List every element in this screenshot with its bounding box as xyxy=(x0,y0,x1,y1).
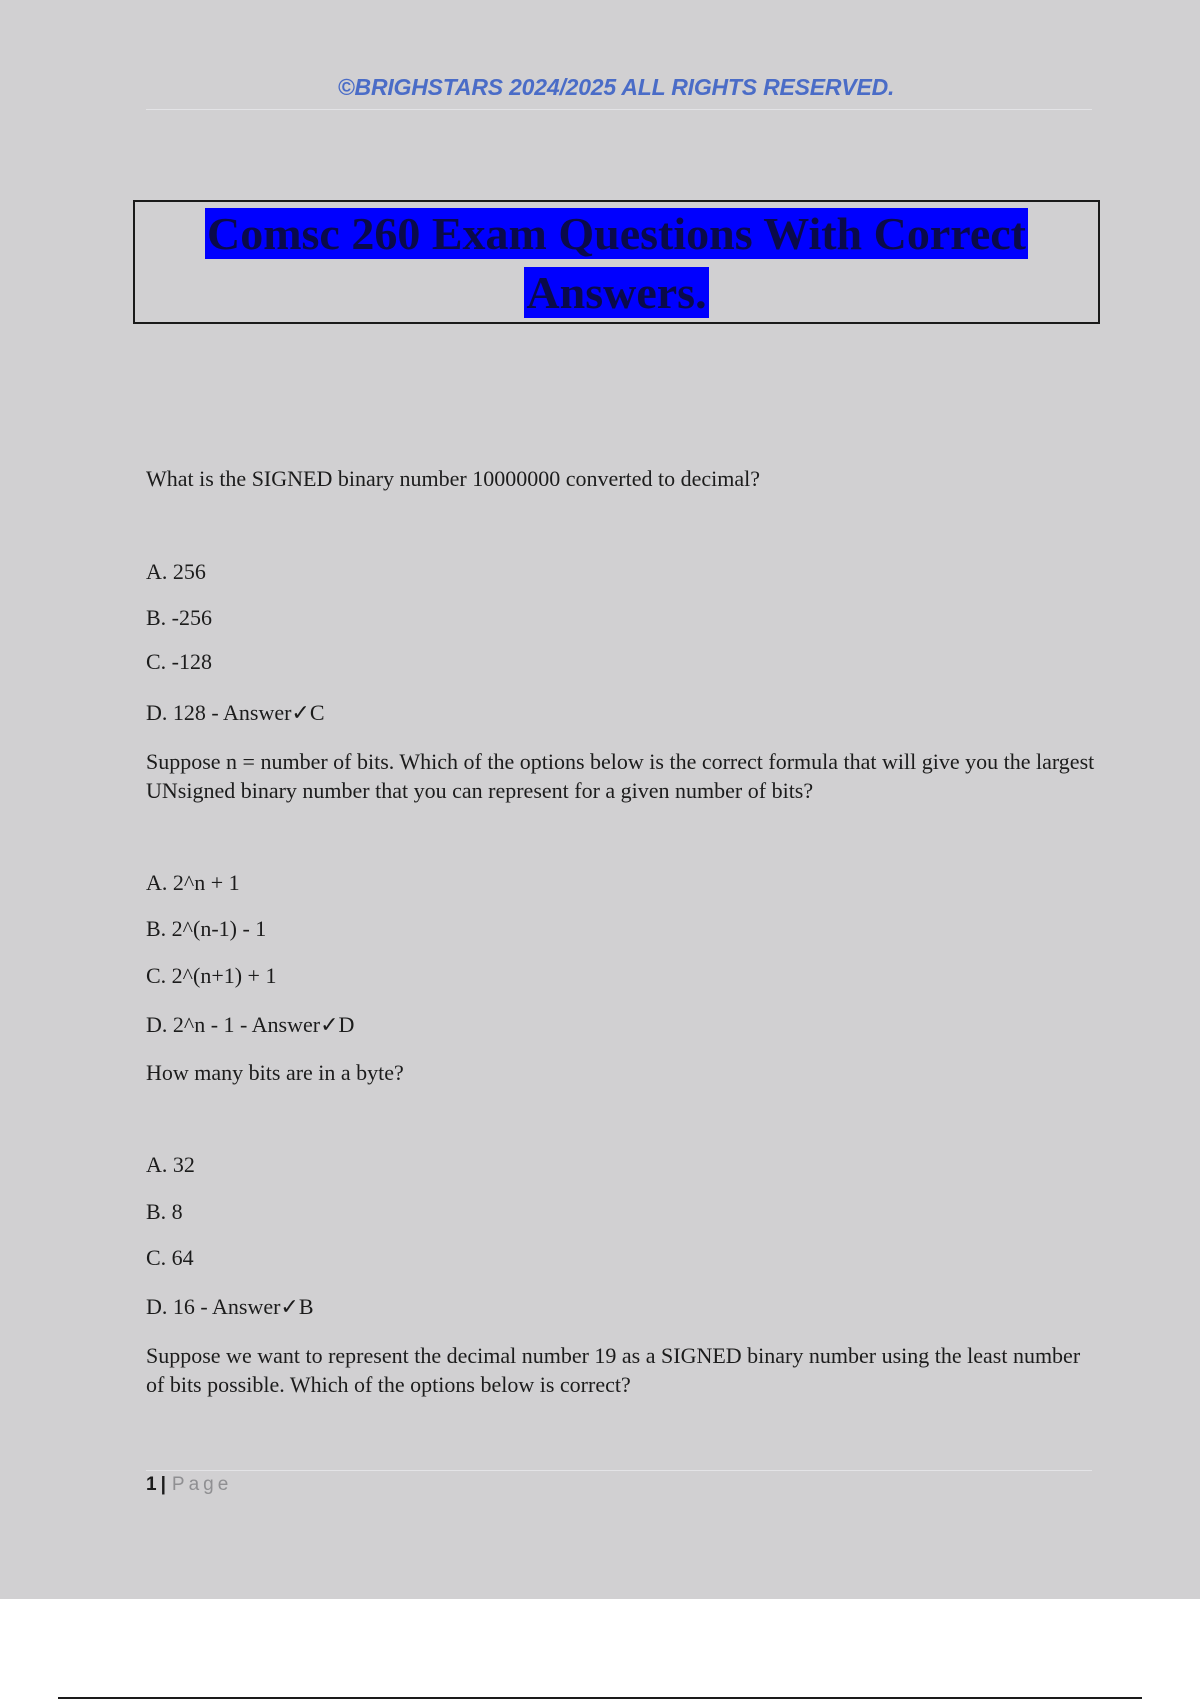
copyright-header: ©BRIGHSTARS 2024/2025 ALL RIGHTS RESERVED. xyxy=(337,74,895,100)
question-1-option-a: A. 256 xyxy=(146,559,206,584)
question-1-prompt: What is the SIGNED binary number 10000000 converted to decimal? xyxy=(146,466,761,491)
question-1-option-c: C. -128 xyxy=(146,649,212,674)
question-2-option-a: A. 2^n + 1 xyxy=(146,870,240,895)
question-2-option-d: D. 2^n - 1 - Answer✓D xyxy=(146,1012,355,1037)
question-3-option-a: A. 32 xyxy=(146,1152,195,1177)
title-text-1: Comsc 260 Exam Questions With Correct xyxy=(206,208,1026,259)
question-3-option-d: D. 16 - Answer✓B xyxy=(146,1294,314,1319)
question-2-prompt: Suppose n = number of bits. Which of the options below is the correct formula that will give you the largest UNsigned binary number that you can represent for a given number of bits? xyxy=(146,749,1095,803)
title-text-2: Answers. xyxy=(526,267,707,318)
question-2-option-c: C. 2^(n+1) + 1 xyxy=(146,963,277,988)
question-3-option-c: C. 64 xyxy=(146,1245,194,1270)
question-3-prompt: How many bits are in a byte? xyxy=(146,1060,404,1085)
question-3-option-b: B. 8 xyxy=(146,1199,183,1224)
question-4-prompt: Suppose we want to represent the decimal number 19 as a SIGNED binary number using the least number of bits possible. Which of the options below is correct? xyxy=(146,1343,1081,1397)
title-line-2 xyxy=(135,265,1098,321)
title-line-1 xyxy=(135,206,1098,262)
page-number: 1 xyxy=(146,1474,157,1495)
page-label: Page xyxy=(171,1474,233,1495)
question-2-option-b: B. 2^(n-1) - 1 xyxy=(146,916,267,941)
title-box xyxy=(133,200,1100,324)
bottom-divider xyxy=(58,1697,1142,1699)
question-1-option-b: B. -256 xyxy=(146,605,212,630)
header-divider xyxy=(146,109,1092,110)
question-1-option-d: D. 128 - Answer✓C xyxy=(146,700,325,725)
footer-divider xyxy=(146,1470,1092,1471)
page-footer xyxy=(146,1474,232,1496)
footer-separator: | xyxy=(160,1474,166,1495)
